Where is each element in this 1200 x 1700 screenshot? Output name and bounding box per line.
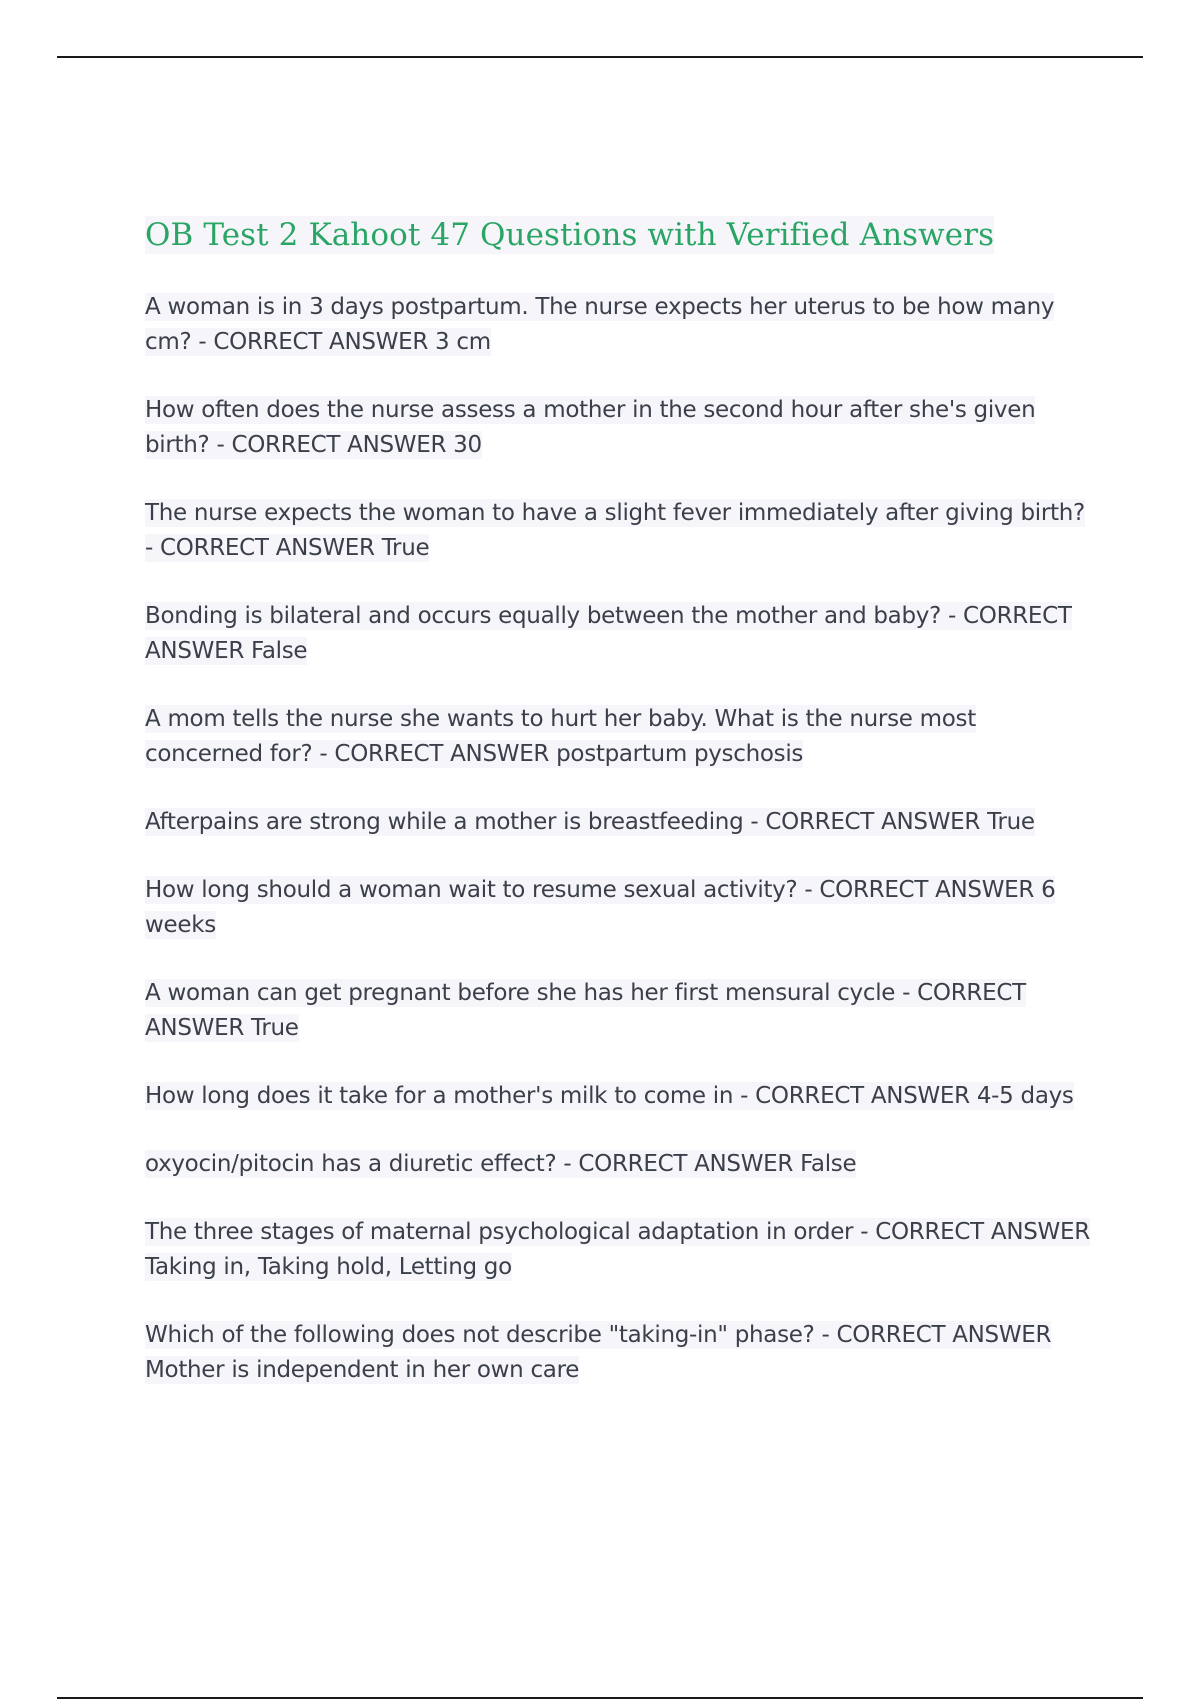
qa-item [145, 1215, 1095, 1285]
qa-item-text: How long should a woman wait to resume sexual activity? - CORRECT ANSWER 6 weeks [145, 877, 1056, 938]
qa-item-text: Bonding is bilateral and occurs equally between the mother and baby? - CORRECT ANSWER False [145, 603, 1072, 664]
qa-item-text: How often does the nurse assess a mother in the second hour after she's given birth? - CORRECT ANSWER 30 [145, 397, 1036, 458]
footer-rule [57, 1697, 1143, 1699]
qa-item-text: The three stages of maternal psychological adaptation in order - CORRECT ANSWER Taking in, Taking hold, Letting go [145, 1219, 1090, 1280]
qa-item [145, 1147, 1095, 1182]
qa-item-text: A mom tells the nurse she wants to hurt her baby. What is the nurse most concerned for? - CORRECT ANSWER postpartum pyschosis [145, 706, 976, 767]
qa-list [145, 290, 1095, 1388]
qa-item-text: How long does it take for a mother's milk to come in - CORRECT ANSWER 4-5 days [145, 1083, 1074, 1109]
header-rule [57, 56, 1143, 58]
qa-item [145, 873, 1095, 943]
qa-item [145, 1079, 1095, 1114]
qa-item [145, 805, 1095, 840]
qa-item [145, 976, 1095, 1046]
document-body [145, 210, 1095, 1421]
qa-item [145, 1318, 1095, 1388]
qa-item-text: The nurse expects the woman to have a slight fever immediately after giving birth? - CORRECT ANSWER True [145, 500, 1085, 561]
document-title [145, 210, 1095, 260]
qa-item [145, 290, 1095, 360]
qa-item-text: oxyocin/pitocin has a diuretic effect? - CORRECT ANSWER False [145, 1151, 857, 1177]
document-title-text: OB Test 2 Kahoot 47 Questions with Verified Answers [145, 217, 995, 253]
qa-item-text: A woman can get pregnant before she has her first mensural cycle - CORRECT ANSWER True [145, 980, 1026, 1041]
qa-item-text: A woman is in 3 days postpartum. The nurse expects her uterus to be how many cm? - CORRECT ANSWER 3 cm [145, 294, 1055, 355]
qa-item [145, 393, 1095, 463]
qa-item-text: Which of the following does not describe "taking-in" phase? - CORRECT ANSWER Mother is independent in her own care [145, 1322, 1052, 1383]
qa-item-text: Afterpains are strong while a mother is breastfeeding - CORRECT ANSWER True [145, 809, 1035, 835]
qa-item [145, 702, 1095, 772]
qa-item [145, 599, 1095, 669]
qa-item [145, 496, 1095, 566]
